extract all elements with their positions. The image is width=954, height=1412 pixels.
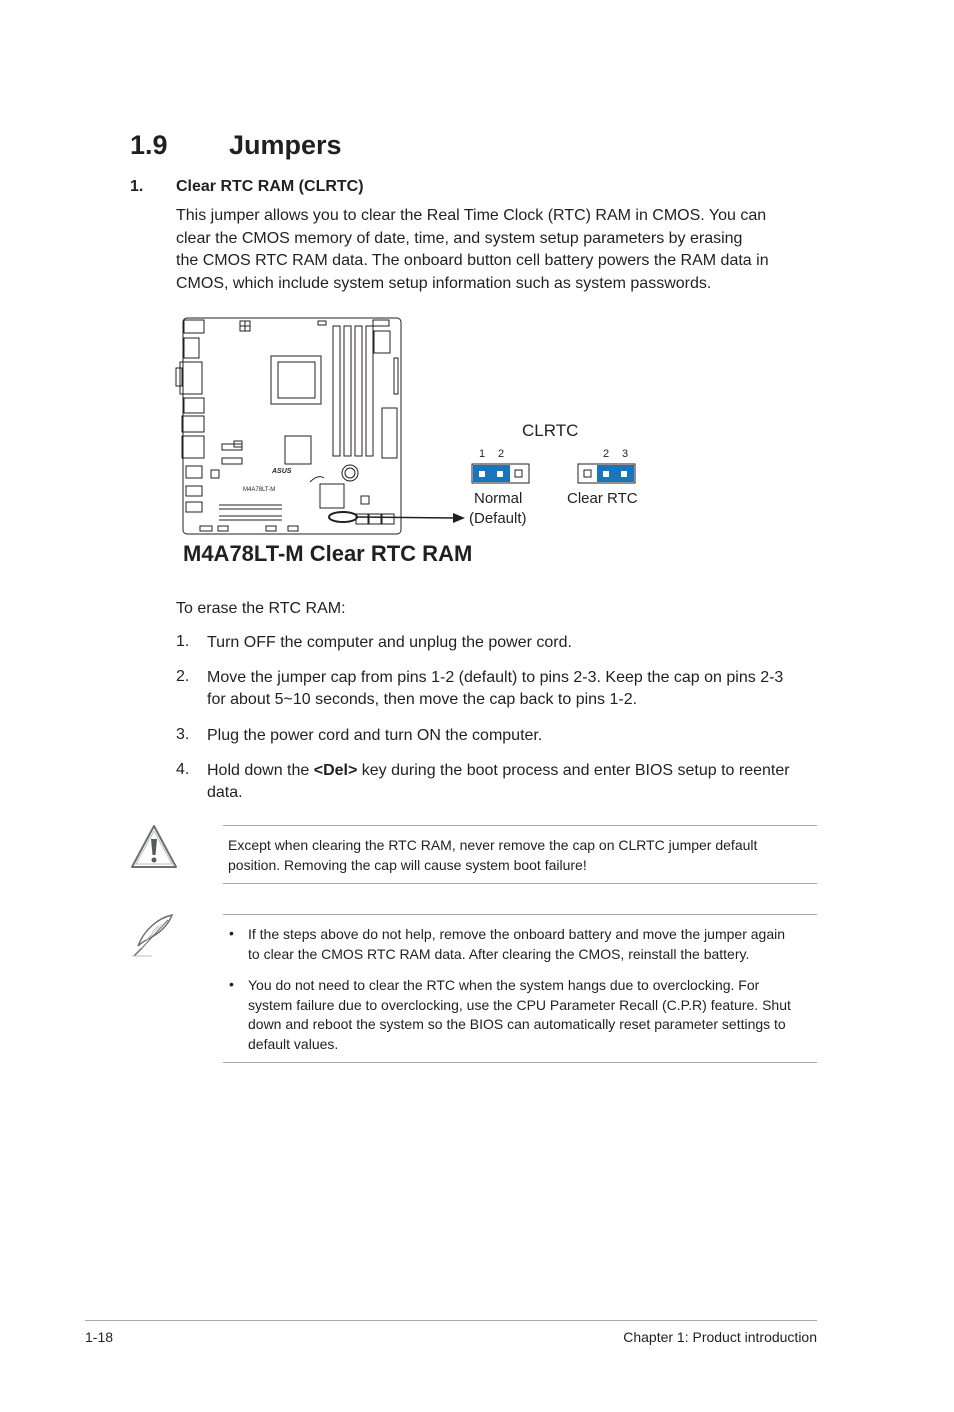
caution-rule-top [223, 825, 817, 826]
step-line: for about 5~10 seconds, then move the cap back to pins 1-2. [207, 691, 638, 708]
battery [342, 465, 358, 481]
caution-line: position. Removing the cap will cause system boot failure! [228, 856, 587, 873]
page-number: 1-18 [85, 1329, 114, 1345]
note-bullet [248, 925, 816, 964]
header [361, 496, 369, 504]
connector [373, 320, 389, 326]
del-key: <Del> [313, 762, 358, 779]
erase-intro: To erase the RTC RAM: [176, 600, 346, 617]
io-port [186, 502, 202, 512]
note-line: system failure due to overclocking, use the CPU Parameter Recall (C.P.R) feature. Shut [248, 996, 791, 1013]
io-port [186, 466, 202, 478]
expansion-slot [200, 526, 212, 531]
feather-pen-icon [128, 912, 178, 960]
step-text-post: key during the boot process and enter BIOS setup to reenter [357, 762, 790, 779]
expansion-slot [266, 526, 276, 531]
step-number: 2. [176, 668, 190, 685]
pin-number: 2 [603, 448, 610, 460]
jumper-clear [578, 464, 635, 483]
board-model-label: M4A78LT-M [243, 487, 276, 493]
sata-connector [369, 514, 381, 524]
section-number: 1.9 [130, 130, 168, 160]
step-number: 4. [176, 761, 190, 778]
warning-triangle-icon [129, 823, 179, 871]
sata-connector [356, 514, 368, 524]
intro-line: CMOS, which include system setup information such as system passwords. [176, 274, 712, 292]
step-line: Turn OFF the computer and unplug the power cord. [207, 634, 572, 651]
header [222, 458, 242, 464]
clear-rtc-label: Clear RTC [567, 490, 638, 507]
header [211, 470, 219, 478]
jumper-normal [472, 464, 529, 483]
chipset [285, 436, 311, 464]
note-bullet [248, 976, 816, 1054]
step-text [207, 725, 817, 747]
step-line: Move the jumper cap from pins 1-2 (default) to pins 2-3. Keep the cap on pins 2-3 [207, 669, 784, 686]
sata-connector [382, 514, 394, 524]
note-rule-top [223, 914, 817, 915]
board-logo: ASUS [272, 468, 292, 475]
io-port [184, 338, 199, 358]
chapter-label: Chapter 1: Product introduction [623, 1329, 817, 1345]
step-text [207, 760, 817, 804]
step-text [207, 632, 817, 654]
pin-number: 3 [622, 448, 629, 460]
io-port [186, 486, 202, 496]
atx-power-connector [382, 408, 397, 458]
dimm-slot [355, 326, 362, 456]
item-number: 1. [130, 178, 144, 195]
io-port [184, 398, 204, 413]
clrtc-location [329, 512, 357, 522]
footer-rule [85, 1320, 817, 1321]
step-number: 1. [176, 633, 190, 650]
cpu-core [278, 362, 315, 398]
dimm-slot [366, 326, 373, 456]
dimm-slot [333, 326, 340, 456]
io-port [182, 436, 204, 458]
pin-number: 2 [498, 448, 505, 460]
note-line: to clear the CMOS RTC RAM data. After clearing the CMOS, reinstall the battery. [248, 945, 750, 962]
step-text [207, 667, 817, 711]
normal-label: Normal [474, 490, 523, 507]
pointer-arrow [357, 517, 455, 518]
intro-line: clear the CMOS memory of date, time, and system setup parameters by erasing [176, 229, 743, 247]
section-title: Jumpers [229, 130, 342, 160]
default-label: (Default) [469, 510, 527, 527]
note-rule-bottom [223, 1062, 817, 1063]
caution-line: Except when clearing the RTC RAM, never remove the cap on CLRTC jumper default [228, 837, 758, 853]
expansion-slot [218, 526, 228, 531]
jumper-label: CLRTC [522, 421, 579, 440]
step-number: 3. [176, 726, 190, 743]
step-line: Plug the power cord and turn ON the computer. [207, 727, 543, 744]
caution-rule-bottom [223, 883, 817, 884]
southbridge [320, 484, 344, 508]
note-line: If the steps above do not help, remove the onboard battery and move the jumper again [248, 926, 786, 942]
board-outline [183, 318, 401, 534]
io-port [184, 320, 204, 333]
step-text-pre: Hold down the [207, 762, 314, 779]
bullet-marker: • [229, 925, 234, 941]
bullet-marker: • [229, 976, 234, 992]
connector [394, 358, 398, 394]
io-port [182, 416, 204, 432]
small-header [318, 321, 326, 325]
pin-number: 1 [479, 448, 486, 460]
intro-line: This jumper allows you to clear the Real Time Clock (RTC) RAM in CMOS. You can [176, 207, 767, 224]
figure-caption: M4A78LT-M Clear RTC RAM [183, 541, 473, 566]
step-line: data. [207, 784, 243, 801]
io-port [176, 368, 182, 386]
note-line: default values. [248, 1035, 339, 1052]
intro-line: the CMOS RTC RAM data. The onboard button cell battery powers the RAM data in [176, 252, 769, 269]
note-line: down and reboot the system so the BIOS can automatically reset parameter settings to [248, 1016, 786, 1032]
expansion-slot [288, 526, 298, 531]
note-line: You do not need to clear the RTC when the system hangs due to overclocking. For [248, 977, 760, 993]
caution-text [228, 836, 813, 875]
item-title: Clear RTC RAM (CLRTC) [176, 178, 364, 195]
dimm-slot [344, 326, 351, 456]
connector [374, 331, 390, 353]
step-line [207, 760, 817, 782]
